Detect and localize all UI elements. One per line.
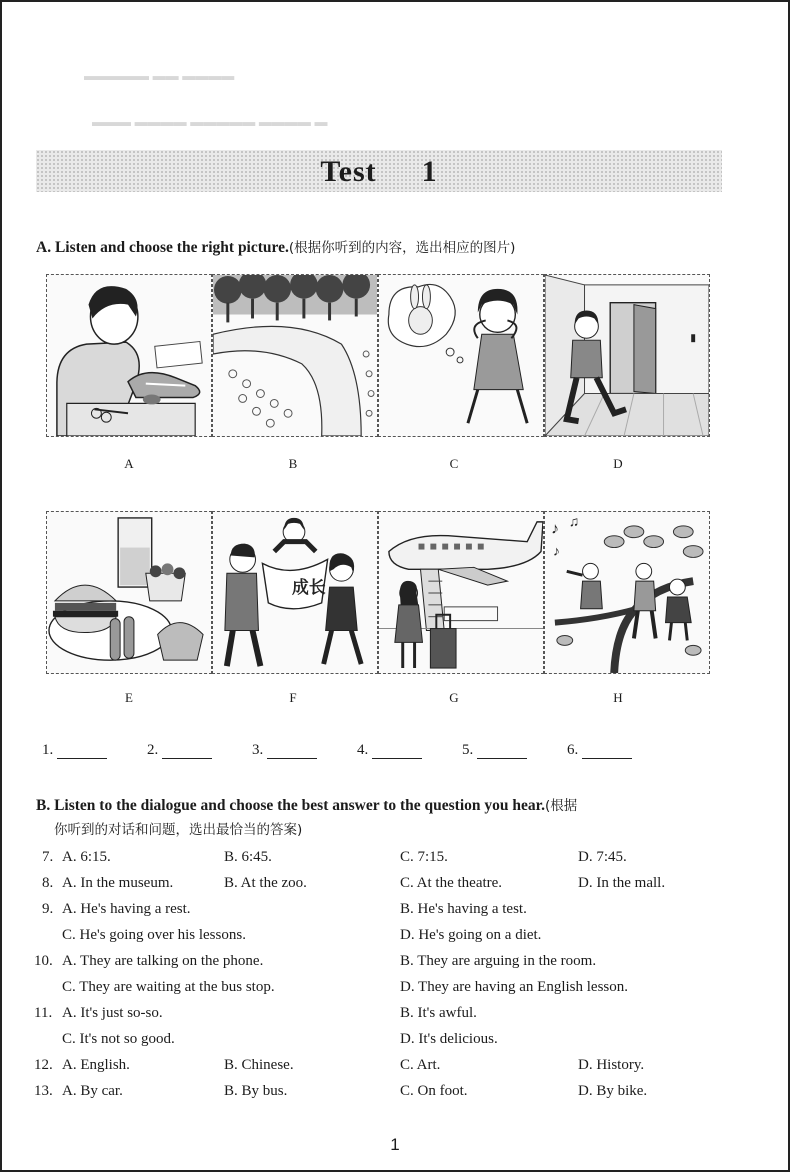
picture-c[interactable] — [378, 274, 544, 437]
picture-a[interactable] — [46, 274, 212, 437]
boy-at-door-illustration — [545, 275, 709, 436]
music-note-icon: ♪ — [550, 520, 559, 538]
picture-c-label: C — [449, 456, 459, 471]
q12-option-d[interactable]: D. History. — [578, 1057, 645, 1073]
blank-number: 2. — [147, 742, 159, 758]
question-12-number: 12. — [34, 1057, 53, 1073]
girl-dreaming-toy-illustration — [379, 275, 543, 436]
bleed-through-text: ▬▬▬▬▬ ▬▬ ▬▬▬▬ — [84, 68, 235, 83]
q11-option-b[interactable]: B. It's awful. — [400, 1005, 477, 1021]
q9-option-c[interactable]: C. He's going over his lessons. — [62, 927, 246, 943]
question-13-number: 13. — [34, 1083, 53, 1099]
question-8-number: 8. — [42, 875, 54, 891]
answer-blank-1[interactable] — [42, 742, 107, 759]
answer-blank-4[interactable] — [357, 742, 422, 759]
q10-option-a[interactable]: A. They are talking on the phone. — [62, 953, 264, 969]
blank-number: 5. — [462, 742, 474, 758]
q8-option-d[interactable]: D. In the mall. — [578, 875, 666, 891]
picture-d-label: D — [613, 456, 623, 471]
picture-g-label: G — [449, 690, 459, 705]
test-title-number: 1 — [421, 155, 438, 188]
test-title-word: Test — [320, 155, 377, 188]
q10-option-d[interactable]: D. They are having an English lesson. — [400, 979, 629, 995]
blank-number: 1. — [42, 742, 54, 758]
q12-option-b[interactable]: B. Chinese. — [224, 1057, 294, 1073]
growth-sign-text: 成长 — [292, 576, 326, 597]
picture-b[interactable] — [212, 274, 378, 437]
section-a-title — [36, 236, 515, 260]
answer-blank-5[interactable] — [462, 742, 527, 759]
q7-option-d[interactable]: D. 7:45. — [578, 849, 627, 865]
q8-option-c[interactable]: C. At the theatre. — [400, 875, 503, 891]
fast-food-illustration — [47, 512, 211, 673]
boy-sewing-shoe-illustration — [47, 275, 211, 436]
picture-b-label: B — [288, 456, 298, 471]
section-a-title-en: A. Listen and choose the right picture. — [36, 239, 289, 256]
q13-option-b[interactable]: B. By bus. — [224, 1083, 288, 1099]
answer-blank-2[interactable] — [147, 742, 212, 759]
park-path-illustration — [213, 275, 377, 436]
picture-f[interactable] — [212, 511, 378, 674]
music-note-icon: ♫ — [568, 513, 580, 529]
question-7-number: 7. — [42, 849, 54, 865]
bleed-through-text: ▬▬▬ ▬▬▬▬ ▬▬▬▬▬ ▬▬▬▬ ▬ — [92, 114, 328, 129]
q9-option-b[interactable]: B. He's having a test. — [400, 901, 527, 917]
picture-h-label: H — [613, 690, 623, 705]
q8-option-b[interactable]: B. At the zoo. — [224, 875, 307, 891]
blank-number: 4. — [357, 742, 369, 758]
q8-option-a[interactable]: A. In the museum. — [62, 875, 174, 891]
section-b-title-line2 — [54, 818, 302, 842]
picture-g[interactable] — [378, 511, 544, 674]
section-b-title-line1 — [36, 794, 577, 818]
q9-option-d[interactable]: D. He's going on a diet. — [400, 927, 542, 943]
section-b-title-zh: (根据 — [544, 798, 578, 814]
q11-option-d[interactable]: D. It's delicious. — [400, 1031, 498, 1047]
blank-number: 6. — [567, 742, 579, 758]
picture-f-label: F — [289, 690, 297, 705]
blank-number: 3. — [252, 742, 264, 758]
children-in-tree-illustration — [545, 512, 709, 673]
picture-d[interactable] — [544, 274, 710, 437]
picture-h[interactable] — [544, 511, 710, 674]
test-title — [36, 150, 722, 192]
question-9-number: 9. — [42, 901, 54, 917]
q12-option-a[interactable]: A. English. — [62, 1057, 130, 1073]
airport-traveler-illustration — [379, 512, 543, 673]
q13-option-d[interactable]: D. By bike. — [578, 1083, 648, 1099]
picture-a-label: A — [124, 456, 134, 471]
q10-option-c[interactable]: C. They are waiting at the bus stop. — [62, 979, 275, 995]
q7-option-a[interactable]: A. 6:15. — [62, 849, 111, 865]
q7-option-b[interactable]: B. 6:45. — [224, 849, 272, 865]
section-b-title-en: B. Listen to the dialogue and choose the best answer to the question you hear. — [36, 797, 545, 814]
q9-option-a[interactable]: A. He's having a rest. — [62, 901, 191, 917]
music-note-icon: ♪ — [552, 543, 560, 559]
q13-option-a[interactable]: A. By car. — [62, 1083, 123, 1099]
question-10-number: 10. — [34, 953, 53, 969]
q12-option-c[interactable]: C. Art. — [400, 1057, 441, 1073]
q11-option-a[interactable]: A. It's just so-so. — [62, 1005, 163, 1021]
q10-option-b[interactable]: B. They are arguing in the room. — [400, 953, 597, 969]
question-11-number: 11. — [34, 1005, 53, 1021]
answer-blank-3[interactable] — [252, 742, 317, 759]
q11-option-c[interactable]: C. It's not so good. — [62, 1031, 175, 1047]
picture-e[interactable] — [46, 511, 212, 674]
parents-child-growth-illustration — [213, 512, 377, 673]
section-a-title-zh: (根据你听到的内容，选出相应的图片) — [288, 240, 516, 256]
section-b-title-zh-cont: 你听到的对话和问题，选出最恰当的答案) — [54, 822, 303, 838]
q7-option-c[interactable]: C. 7:15. — [400, 849, 448, 865]
q13-option-c[interactable]: C. On foot. — [400, 1083, 468, 1099]
test-banner — [36, 150, 722, 192]
page-number: 1 — [390, 1135, 400, 1154]
picture-e-label: E — [125, 690, 133, 705]
answer-blank-6[interactable] — [567, 742, 632, 759]
